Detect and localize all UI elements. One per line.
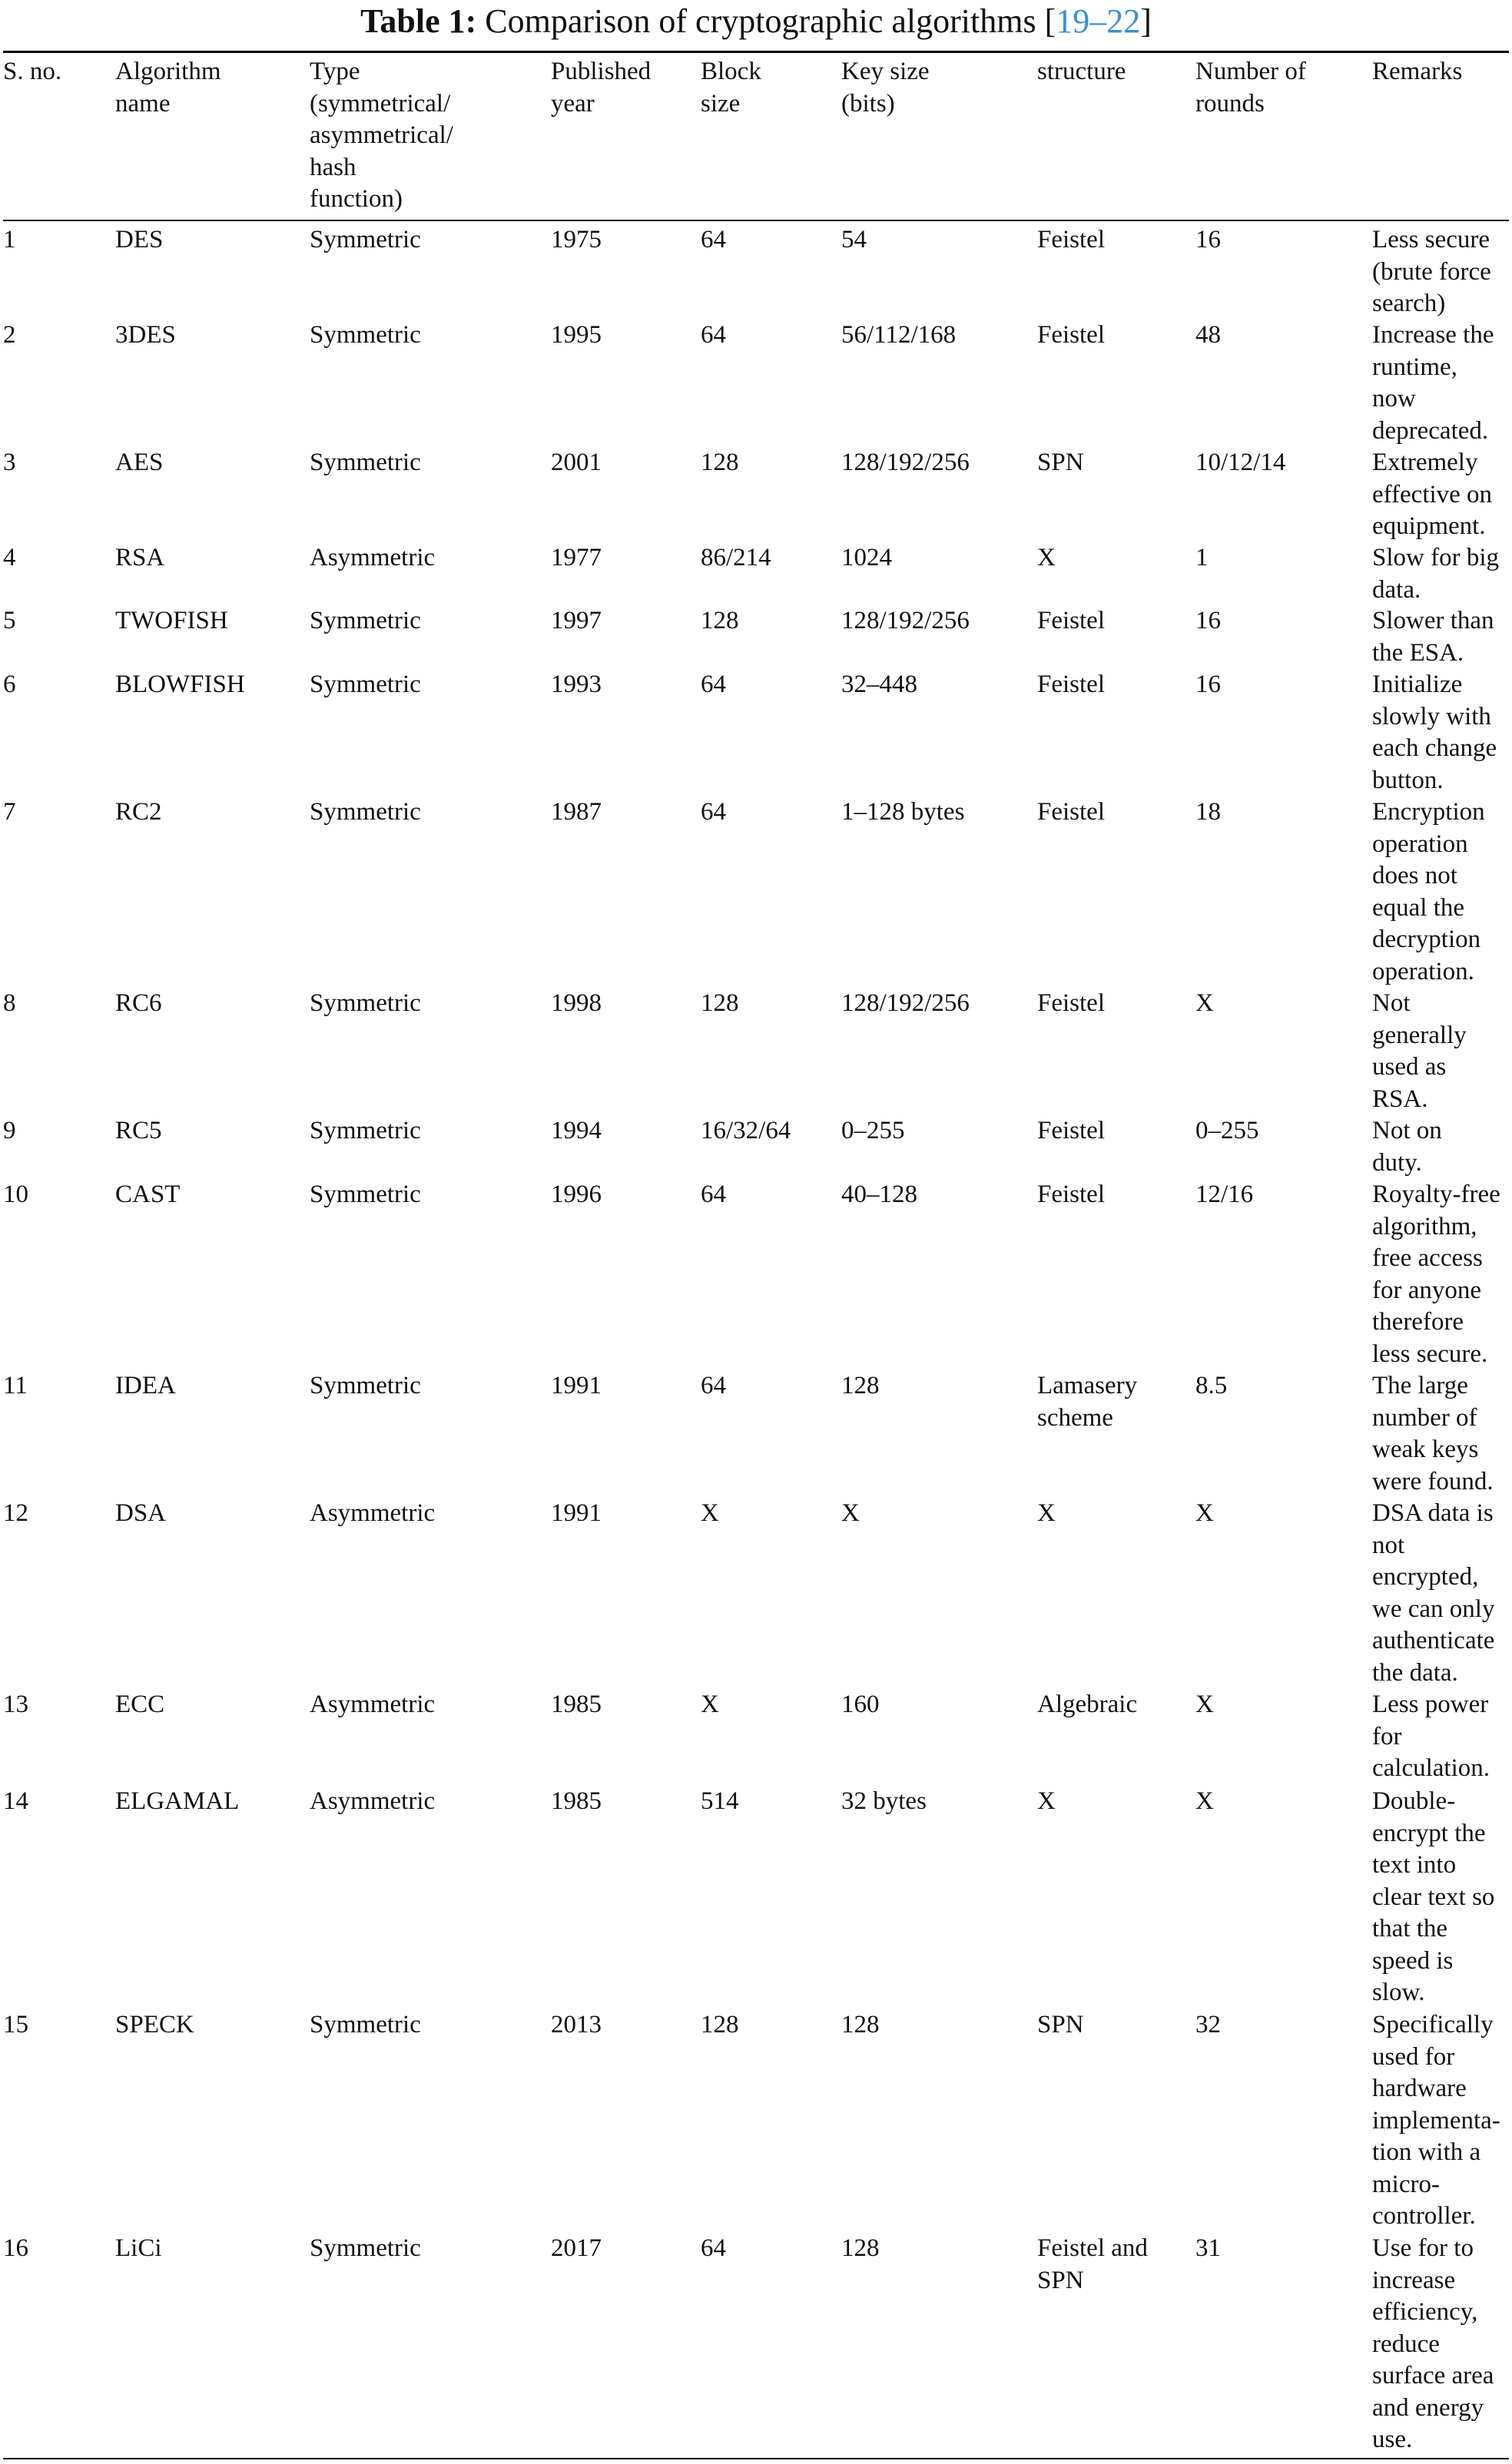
cell-type: Symmetric: [310, 449, 421, 476]
cell-number-of-rounds: 18: [1195, 798, 1221, 826]
cell-algorithm-name: TWOFISH: [115, 607, 228, 634]
citation-link-19[interactable]: 19: [1056, 2, 1090, 40]
cell-block-size: 64: [701, 1372, 726, 1399]
citation-range-dash: –: [1089, 2, 1107, 40]
cell-published-year: 1997: [551, 607, 602, 634]
cell-remarks: Increase the runtime, now deprecated.: [1372, 321, 1494, 445]
cell-published-year: 2013: [551, 2011, 602, 2038]
caption-ref-open: [: [1044, 2, 1056, 40]
cell-structure: Feistel: [1037, 1181, 1105, 1208]
cell-type: Symmetric: [310, 798, 421, 826]
caption-text: Comparison of cryptographic algorithms: [485, 2, 1036, 40]
cell-structure: Feistel: [1037, 1117, 1105, 1144]
header-number-of-rounds: Number of rounds: [1195, 58, 1306, 118]
cell-structure: X: [1037, 1787, 1056, 1815]
cell-block-size: 64: [701, 671, 726, 698]
cell-key-size: 56/112/168: [841, 321, 957, 349]
cell-block-size: 64: [701, 226, 726, 253]
cell-number-of-rounds: 0–255: [1195, 1117, 1259, 1144]
cell-published-year: 1977: [551, 544, 602, 571]
cell-key-size: 160: [841, 1691, 880, 1718]
cell-number-of-rounds: 48: [1195, 321, 1221, 349]
cell-remarks: Specifically used for hardware implementa- tion with a micro- controller.: [1372, 2011, 1500, 2230]
cell-published-year: 1991: [551, 1499, 602, 1527]
cell-remarks: DSA data is not encrypted, we can only authenticate the data.: [1372, 1499, 1495, 1687]
header-bottom-rule: [3, 220, 1509, 221]
cell-remarks: Slower than the ESA.: [1372, 607, 1494, 667]
cell-published-year: 1985: [551, 1691, 602, 1718]
cell-sno: 7: [3, 798, 16, 826]
cell-number-of-rounds: X: [1195, 989, 1214, 1017]
cell-key-size: 128: [841, 1372, 880, 1399]
cell-algorithm-name: RC6: [115, 989, 162, 1017]
cell-algorithm-name: RC5: [115, 1117, 162, 1144]
cell-algorithm-name: ELGAMAL: [115, 1787, 240, 1815]
cell-key-size: 128/192/256: [841, 607, 970, 634]
cell-remarks: Not on duty.: [1372, 1117, 1442, 1177]
cell-sno: 5: [3, 607, 16, 634]
cell-type: Symmetric: [310, 607, 421, 634]
cell-structure: Feistel: [1037, 226, 1105, 253]
cell-sno: 16: [3, 2234, 28, 2262]
cell-block-size: X: [701, 1691, 719, 1718]
cell-type: Asymmetric: [310, 1499, 436, 1527]
table-caption: [0, 2, 1512, 41]
cell-key-size: 0–255: [841, 1117, 905, 1144]
cell-algorithm-name: BLOWFISH: [115, 671, 245, 698]
cell-structure: SPN: [1037, 449, 1084, 476]
cell-algorithm-name: IDEA: [115, 1372, 176, 1399]
cell-published-year: 1993: [551, 671, 602, 698]
cell-type: Asymmetric: [310, 544, 436, 571]
cell-number-of-rounds: X: [1195, 1691, 1214, 1718]
cell-remarks: Extremely effective on equipment.: [1372, 449, 1493, 540]
cell-block-size: 64: [701, 798, 726, 826]
cell-remarks: Royalty-free algorithm, free access for anyone therefore less secure.: [1372, 1181, 1500, 1368]
cell-remarks: Slow for big data.: [1372, 544, 1499, 604]
cell-published-year: 1985: [551, 1787, 602, 1815]
cell-structure: X: [1037, 1499, 1056, 1527]
cell-sno: 2: [3, 321, 16, 349]
cell-block-size: 128: [701, 607, 739, 634]
header-sno: S. no.: [3, 58, 62, 85]
cell-algorithm-name: ECC: [115, 1691, 165, 1718]
cell-structure: Feistel: [1037, 321, 1105, 349]
cell-published-year: 1987: [551, 798, 602, 826]
header-algorithm-name: Algorithm name: [115, 58, 221, 118]
cell-structure: Feistel and SPN: [1037, 2234, 1148, 2294]
cell-block-size: 514: [701, 1787, 739, 1815]
cell-sno: 6: [3, 671, 16, 698]
cell-sno: 1: [3, 226, 16, 253]
cell-published-year: 1991: [551, 1372, 602, 1399]
cell-structure: Feistel: [1037, 989, 1105, 1017]
caption-ref-close: ]: [1140, 2, 1152, 40]
cell-key-size: 128: [841, 2011, 880, 2038]
cell-structure: Feistel: [1037, 798, 1105, 826]
cell-algorithm-name: DES: [115, 226, 164, 253]
cell-type: Symmetric: [310, 1117, 421, 1144]
cell-number-of-rounds: 10/12/14: [1195, 449, 1286, 476]
cell-number-of-rounds: 16: [1195, 607, 1221, 634]
cell-number-of-rounds: 16: [1195, 671, 1221, 698]
cell-remarks: Encryption operation does not equal the decryption operation.: [1372, 798, 1485, 985]
cell-algorithm-name: AES: [115, 449, 164, 476]
cell-published-year: 2017: [551, 2234, 602, 2262]
cell-algorithm-name: SPECK: [115, 2011, 194, 2038]
header-structure: structure: [1037, 58, 1126, 85]
cell-algorithm-name: CAST: [115, 1181, 181, 1208]
cell-key-size: 54: [841, 226, 867, 253]
cell-block-size: 86/214: [701, 544, 771, 571]
cell-remarks: Double- encrypt the text into clear text so that the speed is slow.: [1372, 1787, 1495, 2006]
cell-published-year: 1975: [551, 226, 602, 253]
cell-key-size: X: [841, 1499, 860, 1527]
cell-type: Asymmetric: [310, 1787, 436, 1815]
cell-type: Symmetric: [310, 671, 421, 698]
cell-key-size: 128/192/256: [841, 989, 970, 1017]
cell-type: Symmetric: [310, 989, 421, 1017]
cell-algorithm-name: LiCi: [115, 2234, 162, 2262]
cell-structure: X: [1037, 544, 1056, 571]
cell-algorithm-name: 3DES: [115, 321, 176, 349]
table-bottom-rule: [3, 2458, 1509, 2459]
cell-key-size: 1–128 bytes: [841, 798, 965, 826]
cell-block-size: 128: [701, 2011, 739, 2038]
cell-block-size: 128: [701, 989, 739, 1017]
cell-sno: 15: [3, 2011, 28, 2038]
cell-algorithm-name: RSA: [115, 544, 165, 571]
cell-type: Symmetric: [310, 1372, 421, 1399]
citation-link-22[interactable]: 22: [1106, 2, 1141, 40]
cell-remarks: Not generally used as RSA.: [1372, 989, 1467, 1113]
cell-published-year: 1995: [551, 321, 602, 349]
cell-number-of-rounds: X: [1195, 1499, 1214, 1527]
cell-key-size: 40–128: [841, 1181, 917, 1208]
cell-block-size: 64: [701, 2234, 726, 2262]
cell-type: Asymmetric: [310, 1691, 436, 1718]
cell-published-year: 1996: [551, 1181, 602, 1208]
cell-type: Symmetric: [310, 1181, 421, 1208]
cell-number-of-rounds: 31: [1195, 2234, 1221, 2262]
cell-algorithm-name: RC2: [115, 798, 162, 826]
cell-sno: 9: [3, 1117, 16, 1144]
cell-key-size: 32–448: [841, 671, 917, 698]
cell-algorithm-name: DSA: [115, 1499, 167, 1527]
cell-number-of-rounds: 12/16: [1195, 1181, 1254, 1208]
cell-key-size: 1024: [841, 544, 892, 571]
cell-remarks: The large number of weak keys were found.: [1372, 1372, 1494, 1495]
cell-type: Symmetric: [310, 226, 421, 253]
cell-type: Symmetric: [310, 321, 421, 349]
table-top-rule: [3, 51, 1509, 53]
cell-sno: 3: [3, 449, 16, 476]
cell-remarks: Initialize slowly with each change button.: [1372, 671, 1497, 794]
cell-sno: 8: [3, 989, 16, 1017]
header-published-year: Published year: [551, 58, 652, 118]
cell-number-of-rounds: 1: [1195, 544, 1209, 571]
cell-block-size: X: [701, 1499, 719, 1527]
cell-published-year: 1998: [551, 989, 602, 1017]
cell-key-size: 128/192/256: [841, 449, 970, 476]
cell-sno: 4: [3, 544, 16, 571]
cell-type: Symmetric: [310, 2234, 421, 2262]
header-key-size: Key size (bits): [841, 58, 930, 118]
header-type: Type (symmetrical/ asymmetrical/ hash function): [310, 58, 453, 213]
cell-structure: SPN: [1037, 2011, 1084, 2038]
cell-structure: Lamasery scheme: [1037, 1372, 1138, 1432]
cell-block-size: 16/32/64: [701, 1117, 791, 1144]
cell-sno: 10: [3, 1181, 28, 1208]
table-label: Table 1:: [360, 2, 477, 40]
cell-block-size: 64: [701, 321, 726, 349]
cell-sno: 13: [3, 1691, 28, 1718]
cell-number-of-rounds: X: [1195, 1787, 1214, 1815]
header-block-size: Block size: [701, 58, 761, 118]
cell-remarks: Less secure (brute force search): [1372, 226, 1491, 317]
cell-block-size: 128: [701, 449, 739, 476]
cell-number-of-rounds: 16: [1195, 226, 1221, 253]
cell-sno: 14: [3, 1787, 28, 1815]
cell-block-size: 64: [701, 1181, 726, 1208]
header-remarks: Remarks: [1372, 58, 1463, 85]
cell-remarks: Less power for calculation.: [1372, 1691, 1490, 1782]
cell-structure: Feistel: [1037, 671, 1105, 698]
cell-structure: Feistel: [1037, 607, 1105, 634]
cell-published-year: 1994: [551, 1117, 602, 1144]
cell-structure: Algebraic: [1037, 1691, 1138, 1718]
cell-key-size: 32 bytes: [841, 1787, 927, 1815]
cell-number-of-rounds: 8.5: [1195, 1372, 1228, 1399]
cell-sno: 11: [3, 1372, 28, 1399]
cell-type: Symmetric: [310, 2011, 421, 2038]
cell-remarks: Use for to increase efficiency, reduce surface area and energy use.: [1372, 2234, 1494, 2453]
cell-number-of-rounds: 32: [1195, 2011, 1221, 2038]
cell-sno: 12: [3, 1499, 28, 1527]
cell-key-size: 128: [841, 2234, 880, 2262]
cell-published-year: 2001: [551, 449, 602, 476]
